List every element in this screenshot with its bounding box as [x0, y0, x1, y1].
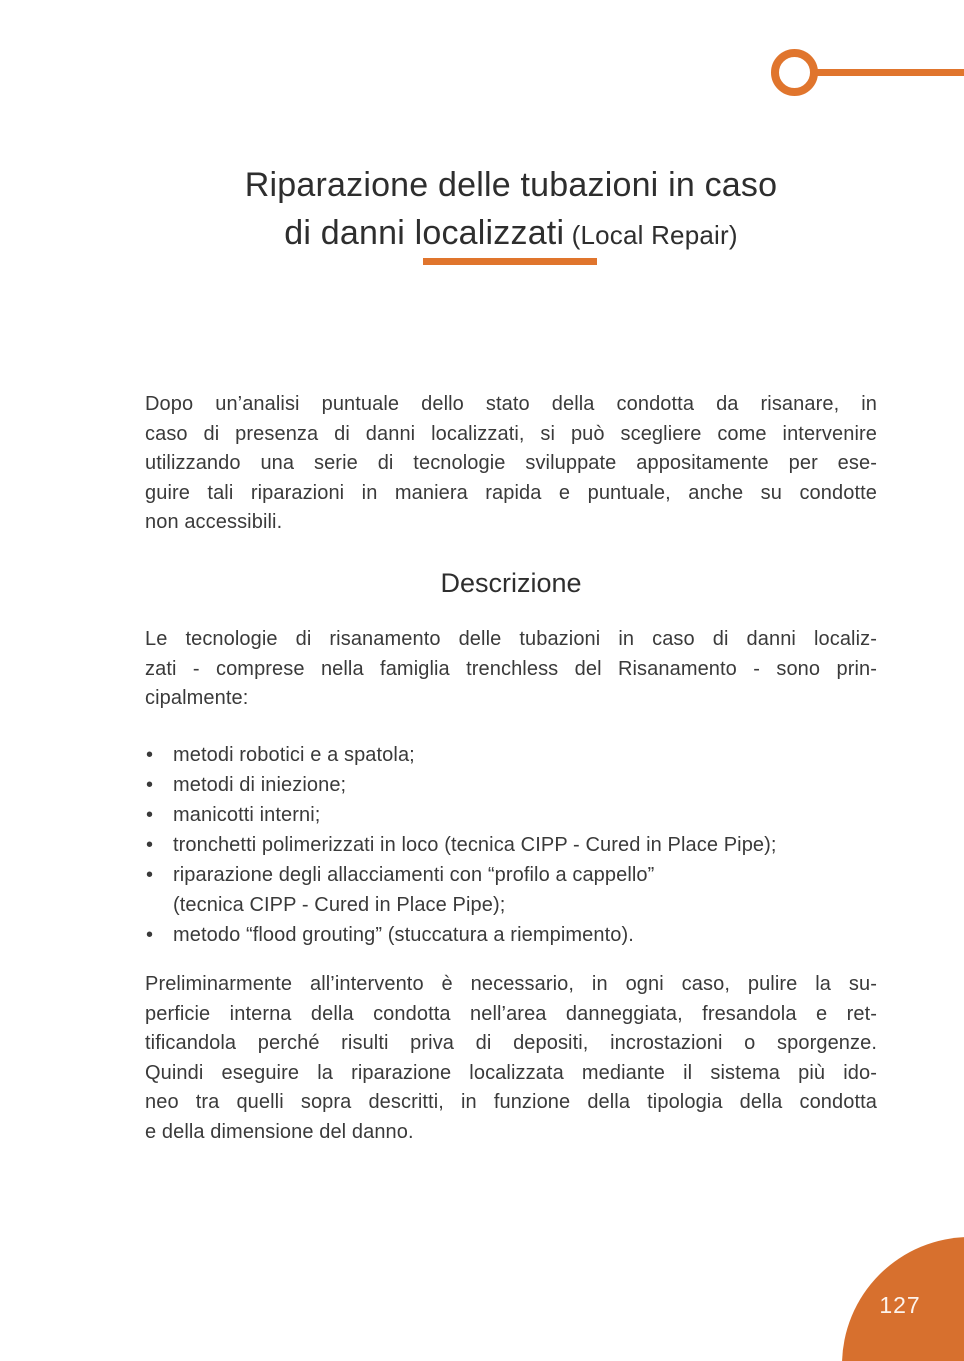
intro-paragraph: [145, 390, 877, 538]
bullet-icon: •: [146, 774, 154, 796]
list-item-text: riparazione degli allacciamenti con “profilo a cappello”: [173, 864, 655, 886]
paragraph-line: tificandola perché risulti priva di depositi, incrostazioni o sporgenze.: [145, 1032, 877, 1054]
list-item: [145, 920, 877, 950]
list-item: [145, 830, 877, 860]
paragraph-line: caso di presenza di danni localizzati, si può scegliere come intervenire: [145, 422, 877, 445]
page-title: [145, 161, 877, 259]
list-item: [145, 740, 877, 770]
title-line-2: [145, 209, 877, 259]
list-item-text: metodi di iniezione;: [173, 774, 347, 796]
paragraph-line: Dopo un’analisi puntuale dello stato della condotta da risanare, in: [145, 393, 877, 415]
list-item-text: metodo “flood grouting” (stuccatura a riempimento).: [173, 924, 634, 946]
paragraph-line: e della dimensione del danno.: [145, 1120, 414, 1143]
title-line-2-main: di danni localizzati: [284, 214, 565, 252]
paragraph-line: Preliminarmente all’intervento è necessario, in ogni caso, pulire la su-: [145, 973, 877, 995]
lead-paragraph: [145, 625, 877, 714]
title-underline: [423, 258, 597, 265]
bullet-icon: •: [146, 744, 154, 766]
bullet-list: [145, 740, 877, 950]
bullet-icon: •: [146, 864, 154, 886]
circle-ring-icon: [771, 49, 818, 96]
list-item: [145, 860, 877, 920]
title-line-1: Riparazione delle tubazioni in caso: [244, 166, 778, 204]
title-line-2-suffix: (Local Repair): [564, 220, 738, 250]
bullet-icon: •: [146, 924, 154, 946]
paragraph-line: Quindi eseguire la riparazione localizzata mediante il sistema più ido-: [145, 1061, 877, 1084]
paragraph-line: utilizzando una serie di tecnologie sviluppate appositamente per ese-: [145, 452, 877, 474]
list-item-text: tronchetti polimerizzati in loco (tecnica CIPP - Cured in Place Pipe);: [173, 834, 777, 856]
section-heading: Descrizione: [440, 568, 582, 598]
header-rule: [816, 69, 964, 76]
paragraph-line: cipalmente:: [145, 687, 249, 709]
paragraph-line: zati - comprese nella famiglia trenchless del Risanamento - sono prin-: [145, 657, 877, 680]
closing-paragraph: [145, 970, 877, 1147]
list-item-text: manicotti interni;: [173, 804, 321, 826]
paragraph-line: perficie interna della condotta nell’area danneggiata, fresandola e ret-: [145, 1002, 877, 1025]
paragraph-line: non accessibili.: [145, 511, 283, 533]
list-item-text: (tecnica CIPP - Cured in Place Pipe);: [173, 894, 506, 916]
page-number-badge: [842, 1237, 964, 1361]
bullet-icon: •: [146, 834, 154, 856]
list-item-text: metodi robotici e a spatola;: [173, 744, 415, 766]
paragraph-line: Le tecnologie di risanamento delle tubazioni in caso di danni localiz-: [145, 628, 877, 650]
list-item: [145, 770, 877, 800]
paragraph-line: neo tra quelli sopra descritti, in funzione della tipologia della condotta: [145, 1091, 877, 1113]
page-number: 127: [879, 1292, 921, 1318]
paragraph-line: guire tali riparazioni in maniera rapida e puntuale, anche su condotte: [145, 481, 877, 504]
bullet-icon: •: [146, 804, 154, 826]
list-item: [145, 800, 877, 830]
